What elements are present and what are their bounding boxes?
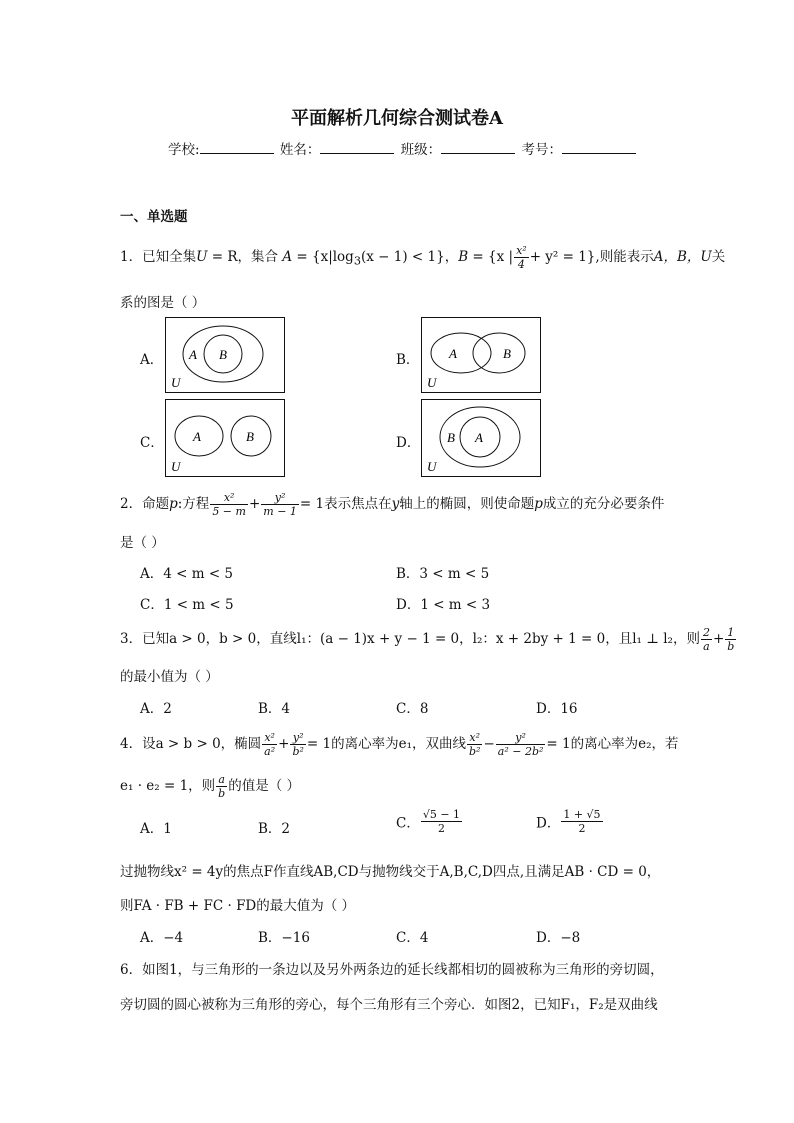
q4-line1 <box>120 731 679 758</box>
universe-rect <box>166 400 285 477</box>
q3-number: 3． <box>120 631 143 647</box>
q1-var-u: U <box>196 249 208 265</box>
q4-plus: + <box>278 736 290 752</box>
exam-no-blank[interactable] <box>562 141 636 154</box>
q4-frac5-den: b <box>218 787 226 800</box>
q4-option-c-label: C． <box>396 815 420 832</box>
q4-line2 <box>120 773 300 800</box>
q2-frac1-den: 5 − m <box>212 505 246 518</box>
q2-option-d[interactable]: D．1 < m < 3 <box>396 597 491 613</box>
q4-frac3 <box>467 731 482 758</box>
q6-line2: 旁切圆的圆心被称为三角形的旁心，每个三角形有三个旁心．如图2，已知F₁，F₂是双曲线 <box>120 997 658 1013</box>
q1-option-b-label[interactable]: B． <box>396 352 420 368</box>
q4-option-c-frac <box>421 808 462 835</box>
q1-set-a2: (x − 1) < 1}， <box>361 249 459 265</box>
q1-set-b2: + y² = 1} <box>529 249 596 265</box>
q4-option-c-num: √5 − 1 <box>422 808 461 821</box>
q3-frac2-den: b <box>727 640 735 653</box>
label-u: U <box>427 459 437 474</box>
q3-line2: 的最小值为（ ） <box>120 669 219 685</box>
q5-option-b[interactable]: B．−16 <box>258 930 310 946</box>
q2-frac2-num: y² <box>261 491 299 505</box>
q3-frac1-den: a <box>703 640 710 653</box>
q4-line2a: e₁ · e₂ = 1，则 <box>120 778 216 794</box>
q4-text2: = 1的离心率为e₁，双曲线 <box>306 736 466 752</box>
q3-frac1-num: 2 <box>702 626 710 639</box>
set-b-ellipse <box>473 333 525 373</box>
q2-frac1-num: x² <box>210 491 248 505</box>
q2-var-y: y <box>391 496 400 512</box>
q4-option-b[interactable]: B．2 <box>258 821 291 837</box>
venn-diagram-a[interactable] <box>165 317 287 395</box>
venn-diagram-d[interactable] <box>421 399 543 479</box>
name-blank[interactable] <box>320 141 394 154</box>
label-a: A <box>475 430 483 445</box>
q2-number: 2． <box>120 496 143 512</box>
q3-text1: 已知a > 0，b > 0，直线l₁：(a − 1)x + y − 1 = 0，l₂：x + 2by + 1 = 0，且l₁ ⊥ l₂，则 <box>142 631 700 647</box>
q1-line1 <box>120 244 725 271</box>
label-b: B <box>447 430 455 445</box>
q1-frac-den: 4 <box>517 258 525 271</box>
q2-text4: 轴上的椭圆，则使命题 <box>399 496 535 512</box>
school-blank[interactable] <box>200 141 274 154</box>
q1-tail-vars: A，B，U <box>653 249 712 265</box>
q1-fraction <box>514 244 529 271</box>
q6-line1: 6．如图1，与三角形的一条边以及另外两条边的延长线都相切的圆被称为三角形的旁切圆， <box>120 962 664 978</box>
q3-frac2-num: 1 <box>725 626 736 640</box>
q4-option-c-den: 2 <box>437 822 445 835</box>
label-b: B <box>503 346 511 361</box>
q1-frac-num: x² <box>516 244 527 257</box>
q4-option-d-frac <box>561 808 602 835</box>
q1-var-b: B <box>458 249 469 265</box>
q5-option-c[interactable]: C．4 <box>396 930 429 946</box>
q2-plus: + <box>248 496 261 512</box>
label-b: B <box>246 429 254 444</box>
q4-frac1 <box>262 731 277 758</box>
q2-var-p2: p <box>534 496 543 512</box>
q4-text1: 设a > b > 0，椭圆 <box>142 736 262 752</box>
q4-option-d-num: 1 + √5 <box>563 808 601 821</box>
universe-rect <box>422 318 541 393</box>
q1-number: 1． <box>120 249 143 265</box>
section-heading: 一、单选题 <box>120 209 188 225</box>
q3-line1 <box>120 626 737 653</box>
q2-option-a[interactable]: A．4 < m < 5 <box>140 566 234 582</box>
q1-var-a: A <box>282 249 293 265</box>
student-info-line <box>168 138 638 158</box>
school-label: 学校: <box>168 142 200 158</box>
q4-option-c[interactable] <box>396 808 463 835</box>
label-u: U <box>171 375 181 390</box>
q1-line2: 系的图是（ ） <box>120 295 206 311</box>
q4-frac5-num: a <box>216 773 227 787</box>
q2-text1: 命题 <box>142 496 170 512</box>
q2-text3: = 1表示焦点在 <box>299 496 392 512</box>
class-blank[interactable] <box>441 141 515 154</box>
q2-line2: 是（ ） <box>120 535 165 551</box>
q4-option-d-den: 2 <box>578 822 586 835</box>
class-label: 班级： <box>400 142 442 158</box>
q4-option-d-label: D． <box>536 815 561 832</box>
q2-var-p: p <box>169 496 178 512</box>
venn-diagram-b[interactable] <box>421 317 543 395</box>
venn-diagram-c[interactable] <box>165 399 287 479</box>
q4-number: 4． <box>120 736 143 752</box>
q3-option-b[interactable]: B．4 <box>258 701 291 717</box>
q5-option-d[interactable]: D．−8 <box>536 930 581 946</box>
q1-text: 已知全集 <box>142 249 197 265</box>
q1-eq-r: = R，集合 <box>207 249 283 265</box>
q2-frac2 <box>261 491 299 518</box>
page-title: 平面解析几何综合测试卷A <box>291 108 503 129</box>
q3-plus: + <box>712 631 725 647</box>
q4-option-a[interactable]: A．1 <box>140 821 172 837</box>
label-a: A <box>189 347 197 362</box>
q4-text3: = 1的离心率为e₂，若 <box>546 736 679 752</box>
name-label: 姓名： <box>279 142 321 158</box>
q2-line1 <box>120 491 664 518</box>
q1-option-c-label[interactable]: C． <box>140 435 164 451</box>
q1-log-base: 3 <box>353 254 361 268</box>
q4-frac1-num: x² <box>262 731 277 745</box>
q3-option-d[interactable]: D．16 <box>536 701 578 717</box>
q2-option-c[interactable]: C．1 < m < 5 <box>140 597 234 613</box>
q4-frac3-den: b² <box>469 745 481 758</box>
q1-option-a-label[interactable]: A． <box>140 352 164 368</box>
exam-no-label: 考号： <box>521 142 562 158</box>
q2-text2: :方程 <box>177 496 210 512</box>
q3-option-c[interactable]: C．8 <box>396 701 429 717</box>
q4-frac3-num: x² <box>467 731 482 745</box>
label-a: A <box>193 429 201 444</box>
q3-frac2 <box>725 626 736 653</box>
q4-frac4 <box>496 731 546 758</box>
q4-frac1-den: a² <box>264 745 276 758</box>
q1-tail: ,则能表示 <box>595 249 654 265</box>
q4-frac4-num: y² <box>496 731 546 745</box>
q4-frac2-num: y² <box>290 731 305 745</box>
q4-line2b: 的值是（ ） <box>228 778 301 794</box>
q2-frac1 <box>210 491 248 518</box>
q5-line1: 过抛物线x² = 4y的焦点F作直线AB,CD与抛物线交于A,B,C,D四点,且满足AB · CD = 0， <box>120 864 661 880</box>
set-a-ellipse <box>431 333 491 373</box>
q4-minus: − <box>483 736 495 752</box>
q4-option-d[interactable] <box>536 808 604 835</box>
label-u: U <box>171 459 181 474</box>
label-u: U <box>427 375 437 390</box>
label-b: B <box>219 347 227 362</box>
q2-option-b[interactable]: B．3 < m < 5 <box>396 566 490 582</box>
q3-frac1 <box>701 626 712 653</box>
q4-frac5 <box>216 773 227 800</box>
q4-frac2 <box>290 731 305 758</box>
q5-option-a[interactable]: A．−4 <box>140 930 184 946</box>
q3-option-a[interactable]: A．2 <box>140 701 172 717</box>
q1-option-d-label[interactable]: D． <box>396 435 421 451</box>
q5-line2: 则FA · FB + FC · FD的最大值为（ ） <box>120 898 356 914</box>
q1-tail2: 关 <box>711 249 726 265</box>
q2-frac2-den: m − 1 <box>263 505 297 518</box>
q4-frac2-den: b² <box>292 745 304 758</box>
q1-set-a: = {x|log <box>292 249 354 265</box>
q2-text5: 成立的充分必要条件 <box>542 496 665 512</box>
q4-frac4-den: a² − 2b² <box>497 745 544 758</box>
label-a: A <box>449 346 457 361</box>
q1-set-b: = {x | <box>468 249 514 265</box>
